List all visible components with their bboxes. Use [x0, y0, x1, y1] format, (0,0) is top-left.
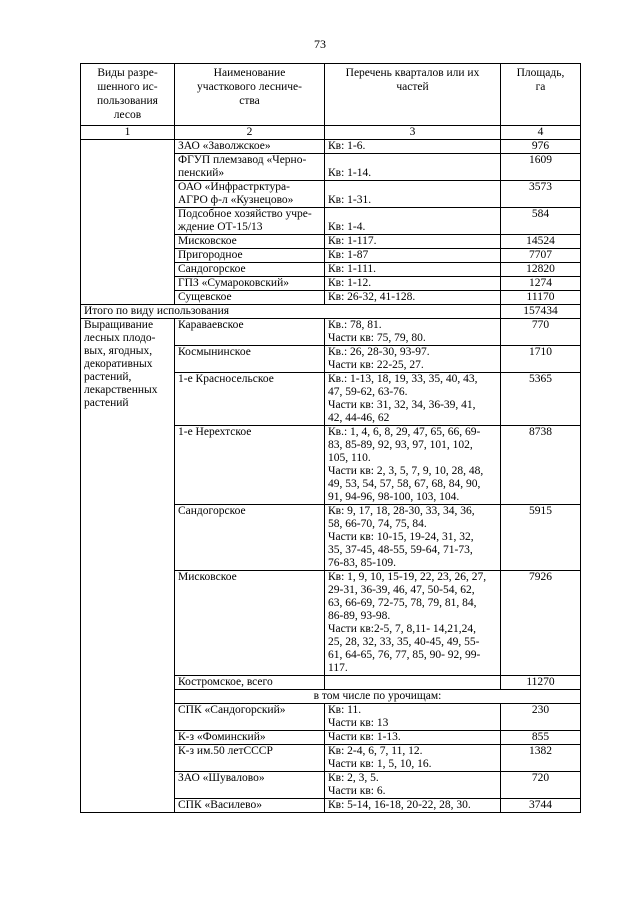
header-area: Площадь, га [501, 64, 581, 126]
area-cell: 1382 [501, 745, 581, 772]
forestry-name-cell: Мисковское [175, 235, 325, 249]
quarters-cell: Кв: 2, 3, 5. Части кв: 6. [325, 772, 501, 799]
area-cell: 1710 [501, 346, 581, 373]
quarters-cell: Кв.: 78, 81. Части кв: 75, 79, 80. [325, 319, 501, 346]
table-row [81, 319, 581, 346]
quarters-cell: Кв.: 1-13, 18, 19, 33, 35, 40, 43, 47, 59-62, 63-76. Части кв: 31, 32, 34, 36-39, 41, 42, 44-46, 62 [325, 373, 501, 426]
forestry-name-cell: ГПЗ «Сумароковский» [175, 277, 325, 291]
header-num-4: 4 [501, 126, 581, 140]
area-cell: 11170 [501, 291, 581, 305]
area-cell: 1609 [501, 154, 581, 181]
table-body [81, 64, 581, 813]
forestry-name-cell: Пригородное [175, 249, 325, 263]
quarters-cell: Части кв: 1-13. [325, 731, 501, 745]
use-type-cell-empty [81, 140, 175, 305]
total-area: 157434 [501, 305, 581, 319]
quarters-cell: Кв: 1-111. [325, 263, 501, 277]
quarters-cell: Кв: 1, 9, 10, 15-19, 22, 23, 26, 27, 29-31, 36-39, 46, 47, 50-54, 62, 63, 66-69, 72-75, 78, 79, 81, 84, 86-89, 93-98. Части кв:2-5, 7, 8,11- 14,21,24, 25, 28, 32, 33, 35, 40-45, 49, 55- 61, 64-65, 76, 77, 85, 90- 92, 99- 117. [325, 571, 501, 676]
area-cell: 5915 [501, 505, 581, 571]
area-cell: 7707 [501, 249, 581, 263]
forestry-name-cell: Космынинское [175, 346, 325, 373]
quarters-cell: Кв.: 1, 4, 6, 8, 29, 47, 65, 66, 69- 83, 85-89, 92, 93, 97, 101, 102, 105, 110. Части кв: 2, 3, 5, 7, 9, 10, 28, 48, 49, 53, 54, 57, 58, 67, 68, 84, 90, 91, 94-96, 98-100, 103, 104. [325, 426, 501, 505]
total-row [81, 305, 581, 319]
quarters-cell: Кв: 1-14. [325, 154, 501, 181]
forestry-name-cell: Подсобное хозяйство учре- ждение ОТ-15/13 [175, 208, 325, 235]
header-number-row [81, 126, 581, 140]
area-cell: 3744 [501, 799, 581, 813]
header-row [81, 64, 581, 126]
forestry-name-cell: 1-е Нерехтское [175, 426, 325, 505]
area-cell: 770 [501, 319, 581, 346]
forest-use-table [80, 63, 581, 813]
quarters-cell: Кв: 1-31. [325, 181, 501, 208]
forestry-name-cell: СПК «Сандогорский» [175, 704, 325, 731]
forestry-name-cell: ЗАО «Заволжское» [175, 140, 325, 154]
area-cell: 8738 [501, 426, 581, 505]
area-cell: 230 [501, 704, 581, 731]
forestry-name-cell: Каравaевское [175, 319, 325, 346]
area-cell: 855 [501, 731, 581, 745]
area-cell: 7926 [501, 571, 581, 676]
quarters-cell: Кв: 1-6. [325, 140, 501, 154]
area-cell: 3573 [501, 181, 581, 208]
area-cell: 1274 [501, 277, 581, 291]
area-cell: 720 [501, 772, 581, 799]
header-use-type: Виды разре- шенного ис- пользования лесов [81, 64, 175, 126]
area-cell: 11270 [501, 676, 581, 690]
quarters-cell [325, 676, 501, 690]
forestry-name-cell: ОАО «Инфрастрктура- АГРО ф-л «Кузнецово» [175, 181, 325, 208]
use-type-cell: Выращивание лесных плодо- вых, ягодных, декоративных растений, лекарственных растений [81, 319, 175, 813]
forestry-name-cell: СПК «Василево» [175, 799, 325, 813]
forestry-name-cell: К-з «Фоминский» [175, 731, 325, 745]
forestry-name-cell: Мисковское [175, 571, 325, 676]
quarters-cell: Кв: 11. Части кв: 13 [325, 704, 501, 731]
forestry-name-cell: ФГУП племзавод «Черно- пенский» [175, 154, 325, 181]
header-num-3: 3 [325, 126, 501, 140]
page-number: 73 [314, 37, 326, 51]
forestry-name-cell: Сущевское [175, 291, 325, 305]
forestry-name-cell: К-з им.50 летСССР [175, 745, 325, 772]
total-label: Итого по виду использования [81, 305, 501, 319]
quarters-cell: Кв: 1-12. [325, 277, 501, 291]
quarters-cell: Кв: 1-87 [325, 249, 501, 263]
forestry-name-cell: 1-е Красносельское [175, 373, 325, 426]
area-cell: 14524 [501, 235, 581, 249]
area-cell: 12820 [501, 263, 581, 277]
forestry-name-cell: ЗАО «Шувалово» [175, 772, 325, 799]
subheader-cell: в том числе по урочищам: [175, 690, 581, 704]
area-cell: 5365 [501, 373, 581, 426]
header-num-1: 1 [81, 126, 175, 140]
quarters-cell: Кв: 9, 17, 18, 28-30, 33, 34, 36, 58, 66-70, 74, 75, 84. Части кв: 10-15, 19-24, 31, 32, 35, 37-45, 48-55, 59-64, 71-73, 76-83, 85-109. [325, 505, 501, 571]
header-forestry-name: Наименование участкового лесниче- ства [175, 64, 325, 126]
forestry-name-cell: Сандогорское [175, 505, 325, 571]
area-cell: 976 [501, 140, 581, 154]
header-num-2: 2 [175, 126, 325, 140]
quarters-cell: Кв: 2-4, 6, 7, 11, 12. Части кв: 1, 5, 10, 16. [325, 745, 501, 772]
quarters-cell: Кв.: 26, 28-30, 93-97. Части кв: 22-25, 27. [325, 346, 501, 373]
header-quarters: Перечень кварталов или их частей [325, 64, 501, 126]
quarters-cell: Кв: 1-4. [325, 208, 501, 235]
forestry-name-cell: Костромское, всего [175, 676, 325, 690]
forestry-name-cell: Сандогорское [175, 263, 325, 277]
quarters-cell: Кв: 26-32, 41-128. [325, 291, 501, 305]
quarters-cell: Кв: 5-14, 16-18, 20-22, 28, 30. [325, 799, 501, 813]
quarters-cell: Кв: 1-117. [325, 235, 501, 249]
table-row [81, 140, 581, 154]
area-cell: 584 [501, 208, 581, 235]
